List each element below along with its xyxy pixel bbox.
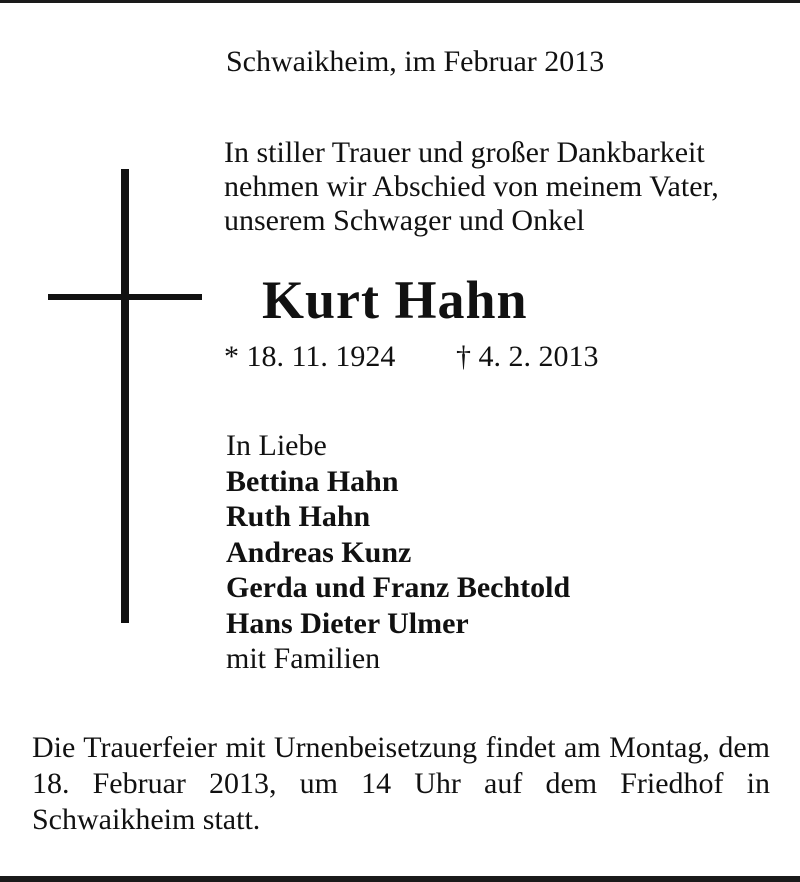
intro-line: In stiller Trauer und großer Dankbarkeit [224, 136, 705, 169]
top-border [0, 0, 800, 3]
family-closing: mit Familien [226, 642, 381, 675]
intro-text [224, 136, 719, 238]
family-member-name: Hans Dieter Ulmer [226, 606, 469, 640]
funeral-notice: Die Trauerfeier mit Urnenbeisetzung findet am Montag, dem 18. Februar 2013, um 14 Uhr auf dem Friedhof in Schwaikheim statt. [32, 731, 770, 836]
family-signature [226, 428, 570, 677]
cross-horizontal-bar [48, 294, 202, 300]
bottom-border [0, 876, 800, 882]
family-member-name: Bettina Hahn [226, 464, 399, 498]
intro-line: unserem Schwager und Onkel [224, 204, 585, 237]
intro-line: nehmen wir Abschied von meinem Vater, [224, 170, 719, 203]
deceased-name: Kurt Hahn [262, 270, 528, 330]
family-member-name: Ruth Hahn [226, 500, 371, 533]
birth-date: * 18. 11. 1924 [224, 340, 396, 373]
family-member-name: Gerda und Franz Bechtold [226, 571, 571, 604]
death-date: † 4. 2. 2013 [456, 340, 599, 373]
family-opening: In Liebe [226, 429, 327, 462]
place-date: Schwaikheim, im Februar 2013 [226, 45, 605, 78]
cross-vertical-bar [121, 169, 129, 623]
family-member-name: Andreas Kunz [226, 535, 412, 569]
